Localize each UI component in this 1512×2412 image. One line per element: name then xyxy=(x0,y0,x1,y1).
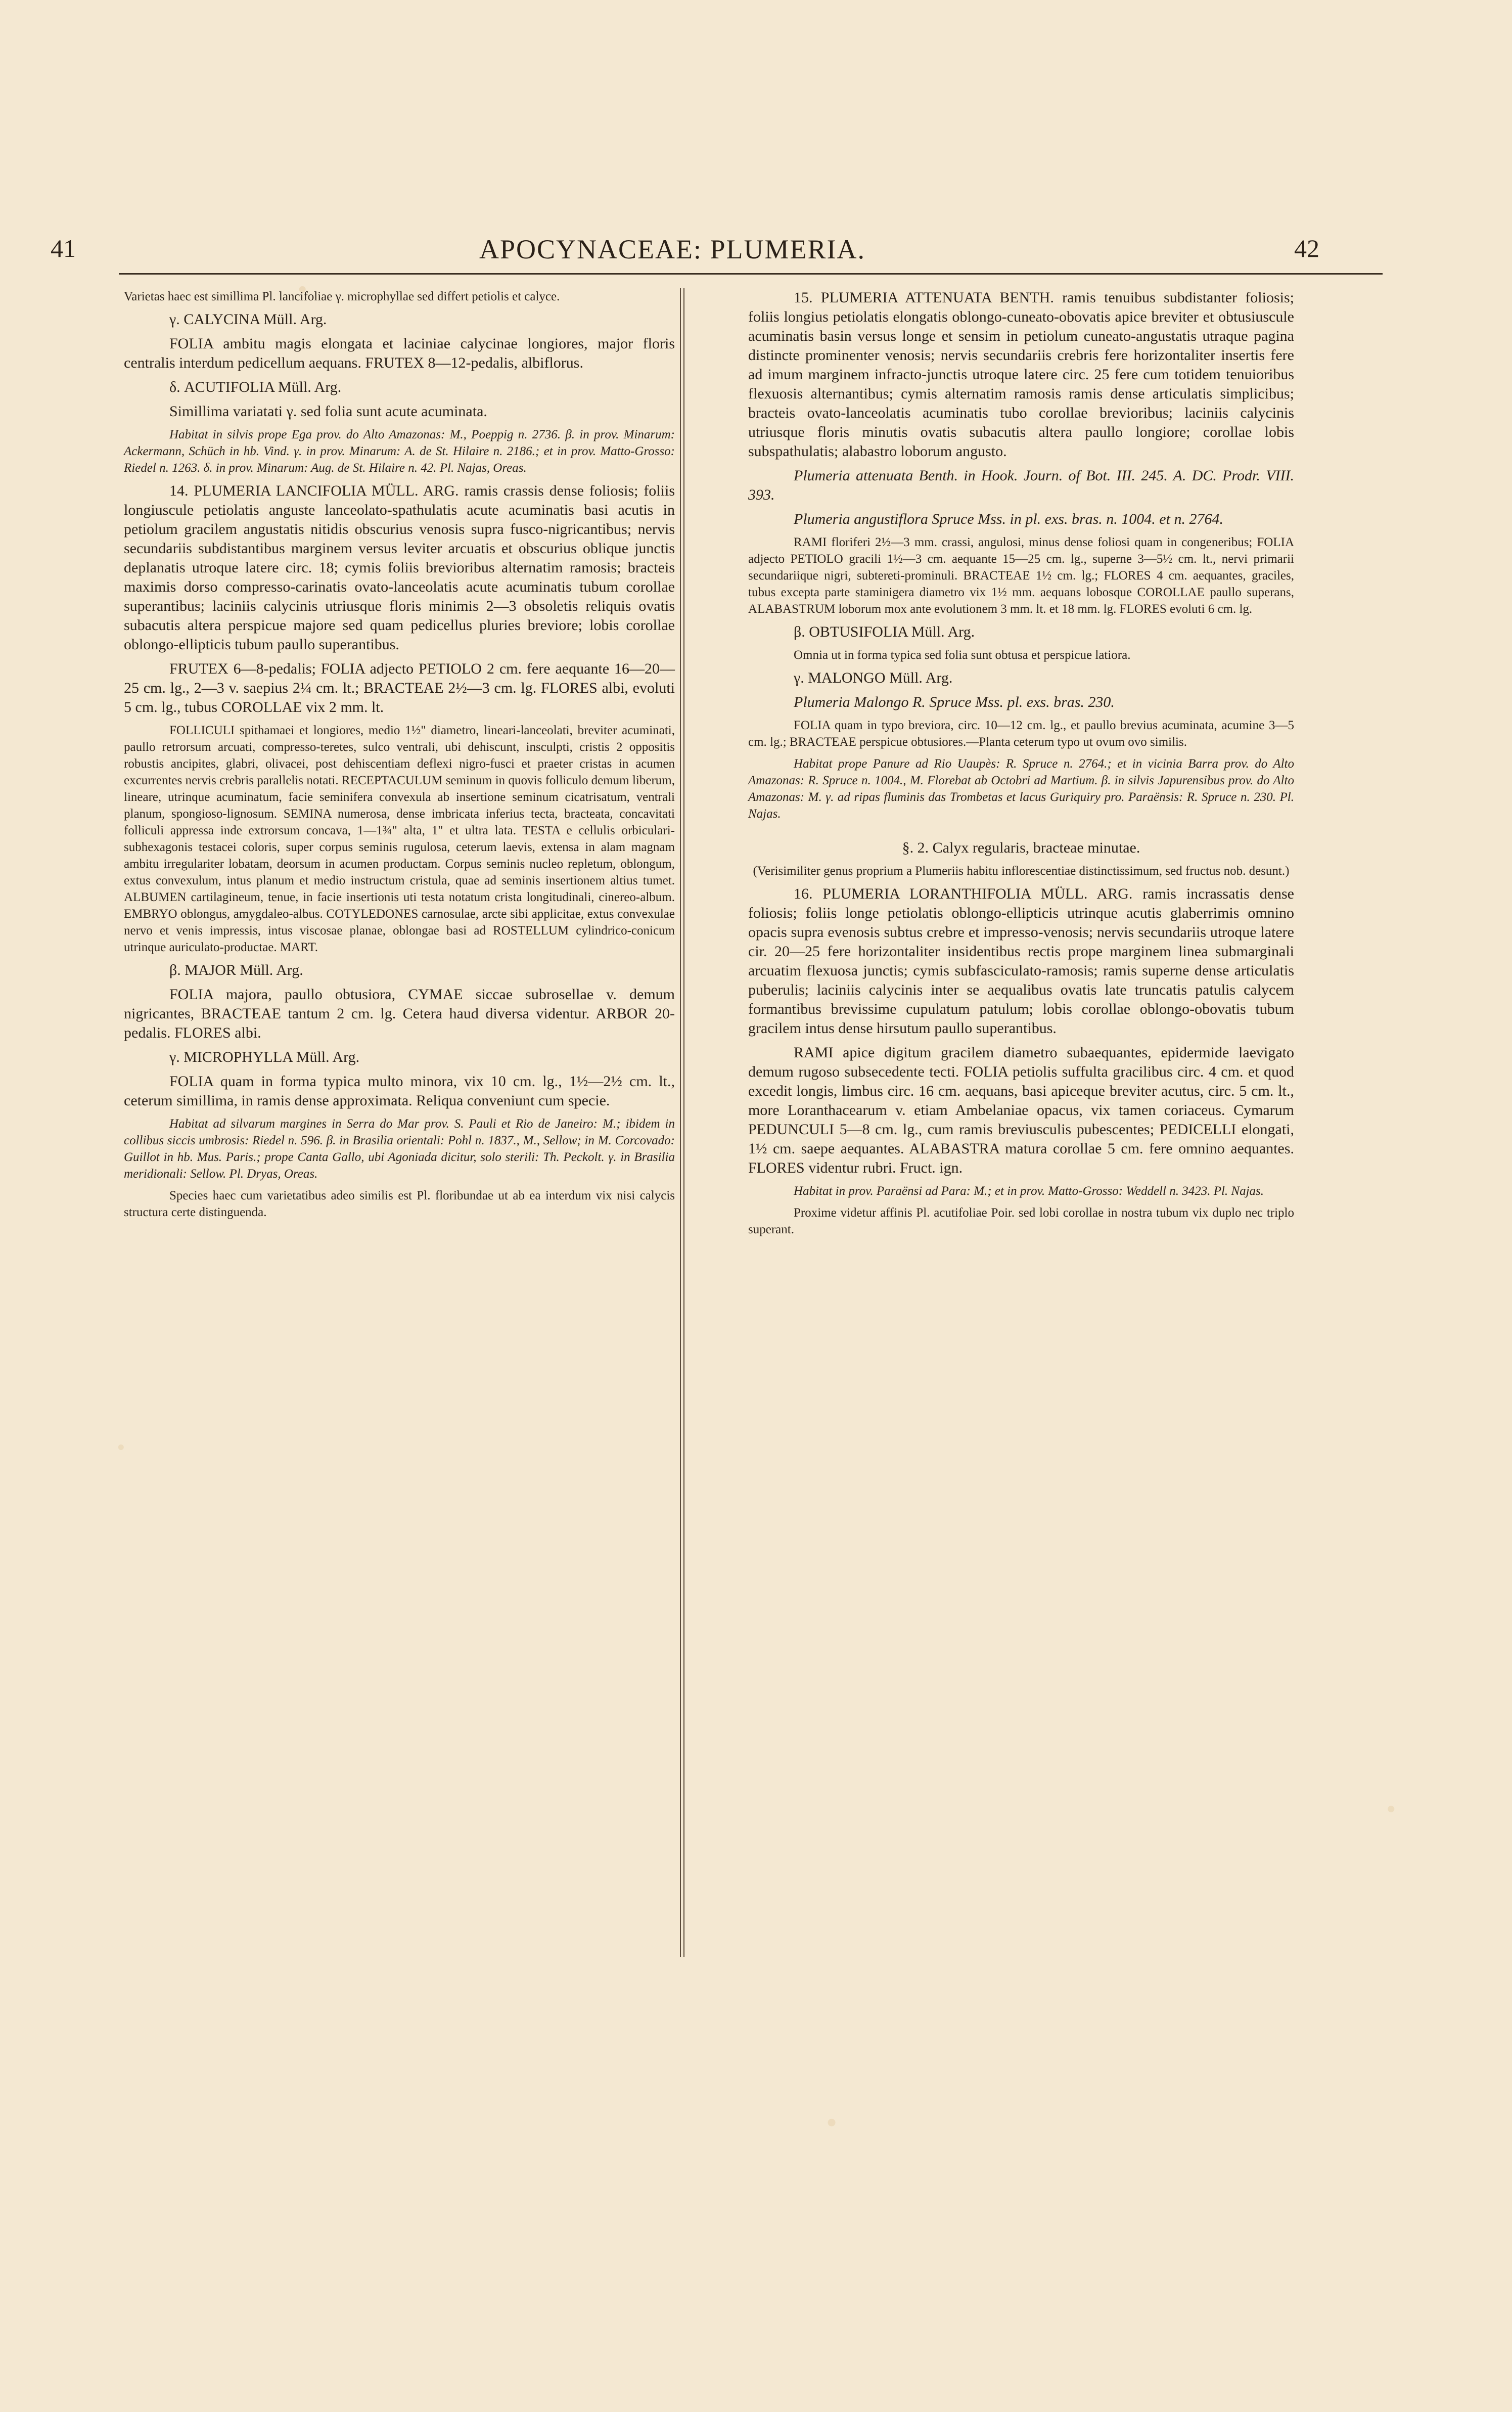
paragraph: FOLIA quam in typo breviora, circ. 10—12 cm. lg., et paullo brevius acuminata, acumine 3—5 cm. lg.; BRACTEAE perspicue obtusiores.—Planta ceterum typo ut ovum ovo similis. xyxy=(748,719,1294,749)
synonym: Plumeria attenuata Benth. in Hook. Journ. of Bot. III. 245. A. DC. Prodr. VIII. 393. xyxy=(748,467,1294,503)
right-column xyxy=(748,288,1294,1243)
paragraph: FOLIA ambitu magis elongata et laciniae calycinae longiores, major floris centralis interdum pedicellum aequans. FRUTEX 8—12-pedalis, albiflorus. xyxy=(124,335,675,371)
paragraph: RAMI floriferi 2½—3 mm. crassi, angulosi, minus dense foliosi quam in congeneribus; FOLIA adjecto PETIOLO gracili 1½—3 cm. aequante 15—25 cm. lg., superne 3—5½ cm. lt., nervi primarii secundariique nigri, subtereti-prominuli. BRACTEAE 1½ cm. lg.; FLORES 4 cm. aequantes, graciles, tubus excepta parte staminigera diametro vix 1½ mm. aequans lobosque COROLLAE paullo superans, ALABASTRUM loborum mox ante evolutionem 3 mm. lt. et 18 mm. lg. FLORES evoluti 6 cm. lg. xyxy=(748,535,1294,616)
page-header xyxy=(51,234,1319,274)
paragraph: Proxime videtur affinis Pl. acutifoliae Poir. sed lobi corollae in nostra tubum vix duplo nec triplo superant. xyxy=(748,1206,1294,1236)
paragraph: FOLIA quam in forma typica multo minora, vix 10 cm. lg., 1½—2½ cm. lt., ceterum simillima, in ramis dense approximata. Reliqua conveniunt cum specie. xyxy=(124,1073,675,1109)
paragraph: Omnia ut in forma typica sed folia sunt obtusa et perspicue latiora. xyxy=(794,648,1131,662)
habitat-paragraph: Habitat ad silvarum margines in Serra do Mar prov. S. Pauli et Rio de Janeiro: M.; ibidem in collibus siccis umbrosis: Riedel n. 596. β. in Brasilia orientali: Pohl n. 1837., M., Sellow; in M. Corcovado: Guillot in hb. Mus. Paris.; prope Canta Gallo, ubi Agoniada dicitur, solo sterili: Th. Peckolt. γ. in Brasilia meridionali: Sellow. Pl. Dryas, Oreas. xyxy=(124,1117,675,1181)
column-divider xyxy=(683,288,684,1957)
header-rule xyxy=(119,273,1383,275)
species-heading: 14. PLUMERIA LANCIFOLIA MÜLL. ARG. ramis crassis dense foliosis; foliis longiuscule petiolatis anguste lanceolato-spathulatis acute acuminatis basi acutis in petiolum gracilem angustatis nitidis obscurius venosis supra fusco-nigricantibus; nervis secundariis subdistantibus marginem versus leviter arcuatis et obscurius oblique junctis deplanatis utroque latere circ. 18; cymis foliis brevioribus alternatim ramosis; bracteis maximis dorso compresso-carinatis ovato-lanceolatis acute acuminatis tubum corollae superantibus; laciniis calycinis utriusque floris minimis 2—3 obsoletis reliquis ovatis subacutis altera perspicue majore sed quam pedicellus pluries breviore; lobis corollae oblongo-ellipticis tubum paullo superantibus. xyxy=(124,482,675,653)
habitat-paragraph: Habitat in prov. Paraënsi ad Para: M.; et in prov. Matto-Grosso: Weddell n. 3423. Pl. Najas. xyxy=(794,1184,1264,1198)
habitat-paragraph: Habitat in silvis prope Ega prov. do Alto Amazonas: M., Poeppig n. 2736. β. in prov. Minarum: Ackermann, Schüch in hb. Vind. γ. in prov. Minarum: A. de St. Hilaire n. 2186.; et in prov. Matto-Grosso: Riedel n. 1263. δ. in prov. Minarum: Aug. de St. Hilaire n. 42. Pl. Najas, Oreas. xyxy=(124,428,675,475)
variety-heading: β. OBTUSIFOLIA Müll. Arg. xyxy=(794,623,975,640)
paragraph: Species haec cum varietatibus adeo similis est Pl. floribundae ut ab ea interdum vix nisi calycis structura certe distinguenda. xyxy=(124,1189,675,1219)
synonym: Plumeria angustiflora Spruce Mss. in pl. exs. bras. n. 1004. et n. 2764. xyxy=(794,511,1223,527)
running-title: APOCYNACEAE: PLUMERIA. xyxy=(479,234,866,264)
species-heading: 15. PLUMERIA ATTENUATA BENTH. ramis tenuibus subdistanter foliosis; foliis longius petiolatis elongatis oblongo-cuneato-obovatis apice breviter et obtusiuscule acuminatis basin versus longe et sensim in petiolum cuneato-angustatis utraque pagina distincte prominenter venosis; nervis secundariis crebris fere horizontaliter insertis fere ad imum marginem infracto-junctis utroque latere circ. 25 fere cum totidem tenuioribus flexuosis alternantibus; cymis alternatim ramosis ramis dense articulatis simplicibus; bracteis ovato-lanceolatis acuminatis tubo corollae brevioribus; laciniis calycinis utriusque floris minutis ovatis subacutis altera paullo longiore; corollae lobis subspathulatis; alabastro loborum angusto. xyxy=(748,289,1294,460)
variety-heading: γ. MICROPHYLLA Müll. Arg. xyxy=(169,1049,360,1065)
variety-heading: γ. CALYCINA Müll. Arg. xyxy=(169,311,327,328)
synonym: Plumeria Malongo R. Spruce Mss. pl. exs. bras. 230. xyxy=(794,694,1115,710)
paragraph: FOLIA majora, paullo obtusiora, CYMAE siccae subrosellae v. demum nigricantes, BRACTEAE tantum 2 cm. lg. Cetera haud diversa videntur. ARBOR 20-pedalis. FLORES albi. xyxy=(124,986,675,1041)
species-heading: 16. PLUMERIA LORANTHIFOLIA MÜLL. ARG. ramis incrassatis dense foliosis; foliis longe petiolatis oblongo-ellipticis utrinque acutis glaberrimis omnino opacis supra evenosis subtus crebre et impresso-venosis; nervis secundariis utroque latere cir. 20—25 fere horizontaliter insidentibus rectis prope marginem linea submarginali arcuatim flexuosa junctis; cymis subfasciculato-ramosis; ramis superne dense articulatis puberulis; laciniis calycinis inter se aequalibus ovatis late truncatis patulis calycem formantibus brevissime cupulatum patulum; lobis corollae oblongo-obovatis tubum gracilem intus dense hirsutum paullo superantibus. xyxy=(748,885,1294,1037)
variety-heading: γ. MALONGO Müll. Arg. xyxy=(794,669,953,686)
habitat-paragraph: Habitat prope Panure ad Rio Uaupès: R. Spruce n. 2764.; et in vicinia Barra prov. do Alto Amazonas: R. Spruce n. 1004., M. Florebat ab Octobri ad Martium. β. in silvis Japurensibus prov. do Alto Amazonas: M. γ. ad ripas fluminis das Trombetas et lacus Guriquiry pro. Paraënsis: R. Spruce n. 230. Pl. Najas. xyxy=(748,757,1294,821)
variety-heading: δ. ACUTIFOLIA Müll. Arg. xyxy=(169,379,342,395)
paragraph: Simillima variatati γ. sed folia sunt acute acuminata. xyxy=(169,403,487,420)
section-heading: §. 2. Calyx regularis, bracteae minutae. xyxy=(902,839,1140,856)
paragraph: FRUTEX 6—8-pedalis; FOLIA adjecto PETIOLO 2 cm. fere aequante 16—20—25 cm. lg., 2—3 v. saepius 2¼ cm. lt.; BRACTEAE 2½—3 cm. lg. FLORES albi, evoluti 5 cm. lg., tubus COROLLAE vix 2 mm. lt. xyxy=(124,660,675,716)
page-number-right: 42 xyxy=(1294,234,1319,262)
section-note: (Verisimiliter genus proprium a Plumeriis habitu inflorescentiae distinctissimum, sed fructus nob. desunt.) xyxy=(753,864,1290,878)
variety-heading: β. MAJOR Müll. Arg. xyxy=(169,962,303,978)
paragraph: FOLLICULI spithamaei et longiores, medio 1½" diametro, lineari-lanceolati, breviter acuminati, paullo retrorsum arcuati, compresso-teretes, sulco ventrali, ubi dehiscunt, insculpti, cristis 2 oppositis robustis ancipites, glabri, olivacei, post dehiscentiam deflexi nigro-fusci et praeter cristas in acumen excurrentes nervis crebris parallelis notati. RECEPTACULUM seminum in quovis folliculo demum liberum, lineare, utrinque acuminatum, facie seminifera convexula ab insertione seminum cicatrisatum, ventrali planum, spongioso-lignosum. SEMINA numerosa, dense imbricata inferius tecta, bracteata, concavitati folliculi appressa inde extrorsum concava, 1—1¾" alta, 1" et ultra lata. TESTA e cellulis orbiculari-subhexagonis testacei coloris, super corpus seminis rugulosa, ceterum laevis, extensa in alam magnam ambitu irregulariter lobatam, deorsum in acumen productam. Corpus seminis nucleo repletum, oblongum, extus convexulum, intus planum et medio instructum cristula, quae ad seminis insertionem altius tumet. ALBUMEN cartilagineum, tenue, in facie insertionis uti testa notatum crista longitudinali, cinereo-album. EMBRYO oblongus, amygdaleo-albus. COTYLEDONES carnosulae, arcte sibi applicitae, extus convexulae nervo et venis impressis, intus viscosae planae, oblongae basi ad ROSTELLUM cylindrico-conicum utrinque auriculato-productae. MART. xyxy=(124,724,675,954)
left-column xyxy=(124,288,675,1226)
column-divider xyxy=(680,288,681,1957)
paragraph: RAMI apice digitum gracilem diametro subaequantes, epidermide laevigato demum rugoso subsecedente tecti. FOLIA petiolis suffulta gracilibus circ. 4 cm. et quod excedit longis, limbus circ. 16 cm. aequans, basi apiceque breviter acutus, circ. 5 cm. lt., more Loranthacearum v. etiam Ambelaniae opacus, vix tamen coriaceus. Cymarum PEDUNCULI 5—8 cm. lg., cum ramis breviusculis pubescentes; PEDICELLI elongati, 1½ cm. saepe aequantes. ALABASTRA matura corollae 5 cm. fere omnino aequantes. FLORES videntur rubri. Fruct. ign. xyxy=(748,1044,1294,1176)
paragraph: Varietas haec est simillima Pl. lancifoliae γ. microphyllae sed differt petiolis et calyce. xyxy=(124,290,560,303)
page-number-left: 41 xyxy=(51,234,76,262)
